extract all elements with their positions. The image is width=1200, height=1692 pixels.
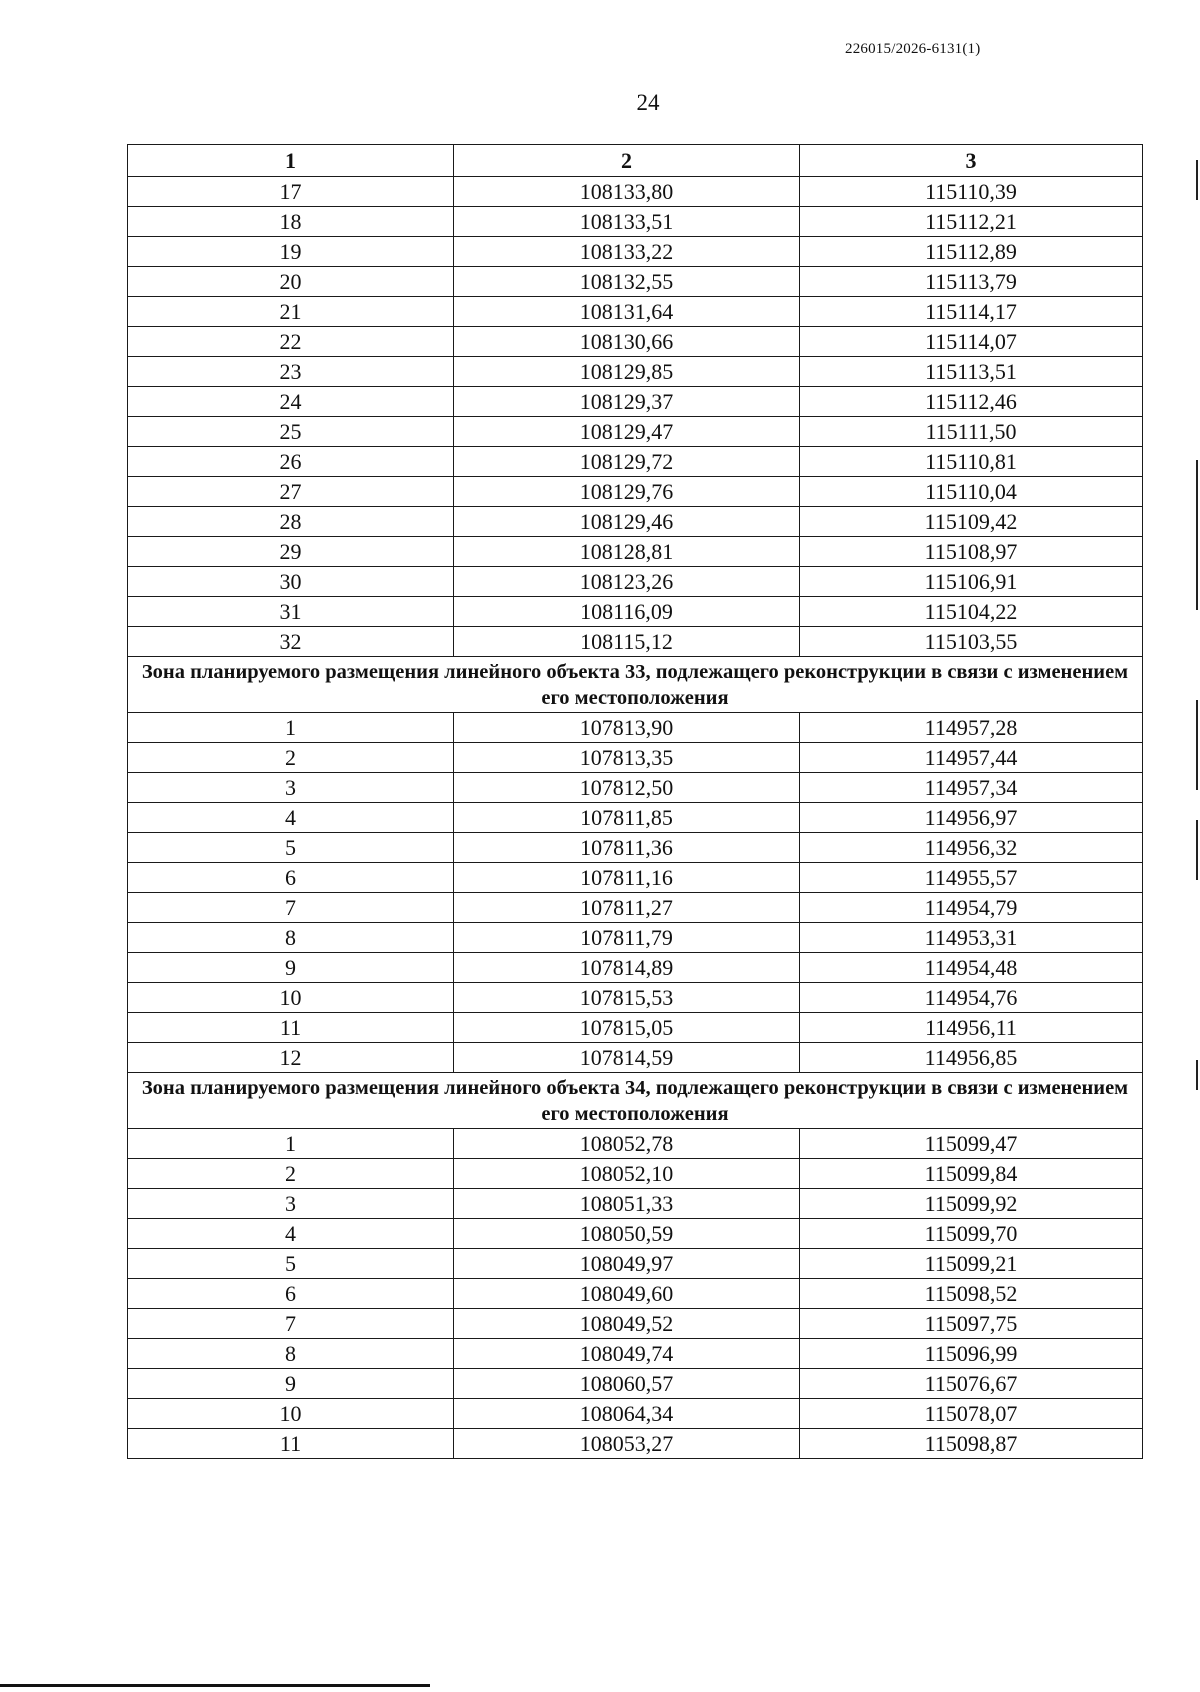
x-coordinate-cell: 107811,85 xyxy=(454,803,800,833)
table-row xyxy=(128,1129,1143,1159)
point-number-cell: 17 xyxy=(128,177,454,207)
y-coordinate-cell: 115103,55 xyxy=(800,627,1143,657)
y-coordinate-cell: 115112,89 xyxy=(800,237,1143,267)
point-number-cell: 18 xyxy=(128,207,454,237)
point-number-cell: 9 xyxy=(128,953,454,983)
point-number-cell: 11 xyxy=(128,1013,454,1043)
x-coordinate-cell: 108116,09 xyxy=(454,597,800,627)
table-row xyxy=(128,1013,1143,1043)
x-coordinate-cell: 108053,27 xyxy=(454,1429,800,1459)
point-number-cell: 3 xyxy=(128,1189,454,1219)
table-row xyxy=(128,207,1143,237)
table-row xyxy=(128,773,1143,803)
x-coordinate-cell: 108129,37 xyxy=(454,387,800,417)
point-number-cell: 4 xyxy=(128,1219,454,1249)
y-coordinate-cell: 114954,76 xyxy=(800,983,1143,1013)
point-number-cell: 8 xyxy=(128,923,454,953)
table-row xyxy=(128,1429,1143,1459)
table-row xyxy=(128,1043,1143,1073)
x-coordinate-cell: 107813,35 xyxy=(454,743,800,773)
section-heading: Зона планируемого размещения линейного объекта 34, подлежащего реконструкции в связи с изменением его местоположения xyxy=(128,1073,1143,1129)
x-coordinate-cell: 108133,80 xyxy=(454,177,800,207)
point-number-cell: 2 xyxy=(128,1159,454,1189)
x-coordinate-cell: 108129,72 xyxy=(454,447,800,477)
x-coordinate-cell: 108052,78 xyxy=(454,1129,800,1159)
table-row xyxy=(128,447,1143,477)
x-coordinate-cell: 107811,36 xyxy=(454,833,800,863)
table-row xyxy=(128,507,1143,537)
section-heading: Зона планируемого размещения линейного объекта 33, подлежащего реконструкции в связи с изменением его местоположения xyxy=(128,657,1143,713)
column-header-2: 2 xyxy=(454,145,800,177)
table-row xyxy=(128,1309,1143,1339)
point-number-cell: 10 xyxy=(128,1399,454,1429)
point-number-cell: 6 xyxy=(128,1279,454,1309)
x-coordinate-cell: 108064,34 xyxy=(454,1399,800,1429)
point-number-cell: 11 xyxy=(128,1429,454,1459)
table-row xyxy=(128,983,1143,1013)
y-coordinate-cell: 115110,81 xyxy=(800,447,1143,477)
table-row xyxy=(128,863,1143,893)
table-row xyxy=(128,177,1143,207)
table-row xyxy=(128,713,1143,743)
x-coordinate-cell: 108049,60 xyxy=(454,1279,800,1309)
table-row xyxy=(128,327,1143,357)
table-header-row xyxy=(128,145,1143,177)
table-row xyxy=(128,1159,1143,1189)
table-row xyxy=(128,743,1143,773)
column-header-3: 3 xyxy=(800,145,1143,177)
x-coordinate-cell: 108115,12 xyxy=(454,627,800,657)
point-number-cell: 28 xyxy=(128,507,454,537)
point-number-cell: 20 xyxy=(128,267,454,297)
point-number-cell: 19 xyxy=(128,237,454,267)
y-coordinate-cell: 115113,51 xyxy=(800,357,1143,387)
y-coordinate-cell: 114956,97 xyxy=(800,803,1143,833)
point-number-cell: 6 xyxy=(128,863,454,893)
x-coordinate-cell: 108133,22 xyxy=(454,237,800,267)
coordinates-table xyxy=(127,144,1143,1459)
x-coordinate-cell: 107815,05 xyxy=(454,1013,800,1043)
y-coordinate-cell: 115099,70 xyxy=(800,1219,1143,1249)
table-row xyxy=(128,597,1143,627)
x-coordinate-cell: 107812,50 xyxy=(454,773,800,803)
table-row xyxy=(128,1249,1143,1279)
y-coordinate-cell: 114954,48 xyxy=(800,953,1143,983)
table-row xyxy=(128,1189,1143,1219)
point-number-cell: 24 xyxy=(128,387,454,417)
x-coordinate-cell: 108128,81 xyxy=(454,537,800,567)
y-coordinate-cell: 115099,21 xyxy=(800,1249,1143,1279)
x-coordinate-cell: 108051,33 xyxy=(454,1189,800,1219)
y-coordinate-cell: 115099,92 xyxy=(800,1189,1143,1219)
point-number-cell: 1 xyxy=(128,713,454,743)
y-coordinate-cell: 115098,87 xyxy=(800,1429,1143,1459)
point-number-cell: 3 xyxy=(128,773,454,803)
y-coordinate-cell: 114954,79 xyxy=(800,893,1143,923)
y-coordinate-cell: 115076,67 xyxy=(800,1369,1143,1399)
y-coordinate-cell: 115112,46 xyxy=(800,387,1143,417)
point-number-cell: 30 xyxy=(128,567,454,597)
table-row xyxy=(128,923,1143,953)
y-coordinate-cell: 115097,75 xyxy=(800,1309,1143,1339)
y-coordinate-cell: 114957,44 xyxy=(800,743,1143,773)
table-row xyxy=(128,297,1143,327)
y-coordinate-cell: 114955,57 xyxy=(800,863,1143,893)
table-row xyxy=(128,833,1143,863)
scan-bottom-rule xyxy=(0,1684,430,1687)
point-number-cell: 29 xyxy=(128,537,454,567)
table-row xyxy=(128,537,1143,567)
table-row xyxy=(128,1399,1143,1429)
point-number-cell: 7 xyxy=(128,893,454,923)
point-number-cell: 10 xyxy=(128,983,454,1013)
y-coordinate-cell: 115108,97 xyxy=(800,537,1143,567)
point-number-cell: 31 xyxy=(128,597,454,627)
x-coordinate-cell: 107811,79 xyxy=(454,923,800,953)
table-row xyxy=(128,237,1143,267)
y-coordinate-cell: 114957,34 xyxy=(800,773,1143,803)
point-number-cell: 5 xyxy=(128,833,454,863)
point-number-cell: 32 xyxy=(128,627,454,657)
y-coordinate-cell: 115104,22 xyxy=(800,597,1143,627)
table-row xyxy=(128,267,1143,297)
y-coordinate-cell: 115109,42 xyxy=(800,507,1143,537)
section-heading-row xyxy=(128,1073,1143,1129)
table-row xyxy=(128,387,1143,417)
y-coordinate-cell: 115096,99 xyxy=(800,1339,1143,1369)
table-row xyxy=(128,1369,1143,1399)
document-id: 226015/2026-6131(1) xyxy=(845,41,981,57)
table-row xyxy=(128,567,1143,597)
column-header-1: 1 xyxy=(128,145,454,177)
table-row xyxy=(128,627,1143,657)
y-coordinate-cell: 115114,07 xyxy=(800,327,1143,357)
point-number-cell: 23 xyxy=(128,357,454,387)
table-row xyxy=(128,417,1143,447)
x-coordinate-cell: 108049,52 xyxy=(454,1309,800,1339)
point-number-cell: 4 xyxy=(128,803,454,833)
y-coordinate-cell: 114956,11 xyxy=(800,1013,1143,1043)
y-coordinate-cell: 115078,07 xyxy=(800,1399,1143,1429)
y-coordinate-cell: 115099,47 xyxy=(800,1129,1143,1159)
x-coordinate-cell: 107814,59 xyxy=(454,1043,800,1073)
y-coordinate-cell: 115098,52 xyxy=(800,1279,1143,1309)
x-coordinate-cell: 107815,53 xyxy=(454,983,800,1013)
x-coordinate-cell: 108129,76 xyxy=(454,477,800,507)
table-row xyxy=(128,477,1143,507)
x-coordinate-cell: 108052,10 xyxy=(454,1159,800,1189)
scan-edge-marks xyxy=(1192,0,1200,1692)
x-coordinate-cell: 108130,66 xyxy=(454,327,800,357)
x-coordinate-cell: 108123,26 xyxy=(454,567,800,597)
point-number-cell: 25 xyxy=(128,417,454,447)
point-number-cell: 21 xyxy=(128,297,454,327)
point-number-cell: 26 xyxy=(128,447,454,477)
x-coordinate-cell: 108050,59 xyxy=(454,1219,800,1249)
x-coordinate-cell: 108132,55 xyxy=(454,267,800,297)
y-coordinate-cell: 115099,84 xyxy=(800,1159,1143,1189)
y-coordinate-cell: 115114,17 xyxy=(800,297,1143,327)
y-coordinate-cell: 114953,31 xyxy=(800,923,1143,953)
table-row xyxy=(128,1279,1143,1309)
x-coordinate-cell: 108049,74 xyxy=(454,1339,800,1369)
y-coordinate-cell: 115112,21 xyxy=(800,207,1143,237)
table-row xyxy=(128,357,1143,387)
x-coordinate-cell: 108060,57 xyxy=(454,1369,800,1399)
table-body xyxy=(128,177,1143,1459)
x-coordinate-cell: 108129,47 xyxy=(454,417,800,447)
section-heading-row xyxy=(128,657,1143,713)
x-coordinate-cell: 108129,85 xyxy=(454,357,800,387)
table-row xyxy=(128,1339,1143,1369)
x-coordinate-cell: 107811,27 xyxy=(454,893,800,923)
y-coordinate-cell: 115110,39 xyxy=(800,177,1143,207)
point-number-cell: 5 xyxy=(128,1249,454,1279)
x-coordinate-cell: 107813,90 xyxy=(454,713,800,743)
x-coordinate-cell: 108133,51 xyxy=(454,207,800,237)
x-coordinate-cell: 107814,89 xyxy=(454,953,800,983)
y-coordinate-cell: 115106,91 xyxy=(800,567,1143,597)
point-number-cell: 22 xyxy=(128,327,454,357)
point-number-cell: 27 xyxy=(128,477,454,507)
y-coordinate-cell: 115110,04 xyxy=(800,477,1143,507)
x-coordinate-cell: 108131,64 xyxy=(454,297,800,327)
x-coordinate-cell: 107811,16 xyxy=(454,863,800,893)
table-row xyxy=(128,803,1143,833)
point-number-cell: 8 xyxy=(128,1339,454,1369)
point-number-cell: 2 xyxy=(128,743,454,773)
point-number-cell: 12 xyxy=(128,1043,454,1073)
y-coordinate-cell: 115111,50 xyxy=(800,417,1143,447)
y-coordinate-cell: 114956,32 xyxy=(800,833,1143,863)
y-coordinate-cell: 115113,79 xyxy=(800,267,1143,297)
table-row xyxy=(128,1219,1143,1249)
point-number-cell: 9 xyxy=(128,1369,454,1399)
page-number: 24 xyxy=(636,90,660,115)
table-row xyxy=(128,893,1143,923)
x-coordinate-cell: 108049,97 xyxy=(454,1249,800,1279)
y-coordinate-cell: 114957,28 xyxy=(800,713,1143,743)
point-number-cell: 1 xyxy=(128,1129,454,1159)
point-number-cell: 7 xyxy=(128,1309,454,1339)
x-coordinate-cell: 108129,46 xyxy=(454,507,800,537)
y-coordinate-cell: 114956,85 xyxy=(800,1043,1143,1073)
table-row xyxy=(128,953,1143,983)
